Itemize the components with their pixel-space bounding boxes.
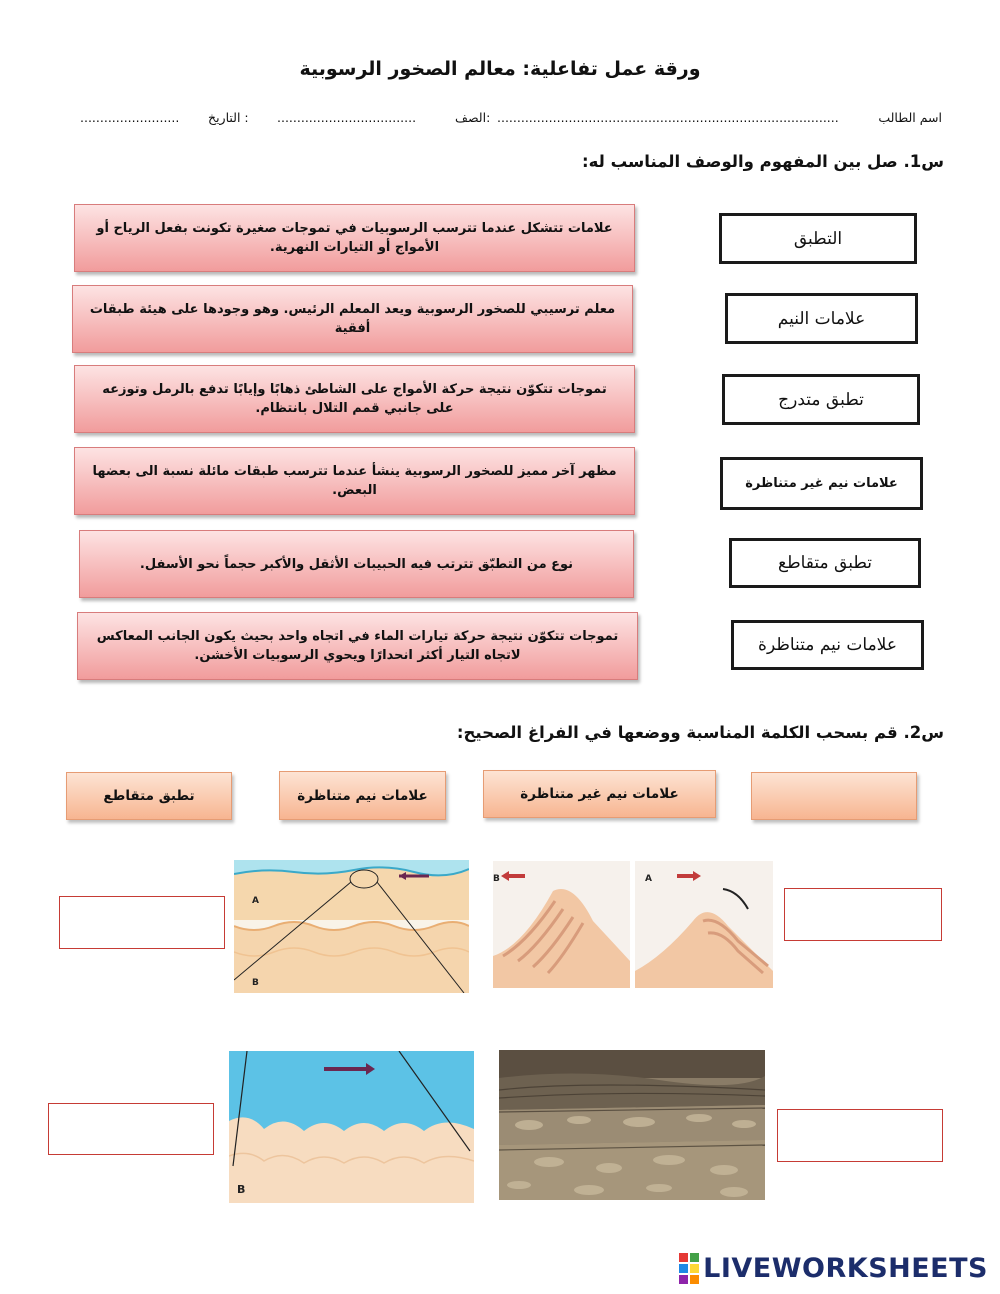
panel-label: B — [493, 874, 500, 884]
cross-bedding-photo — [499, 1050, 765, 1200]
panel-label: B — [237, 1183, 246, 1196]
description-card[interactable]: معلم ترسيبي للصخور الرسوبية ويعد المعلم الرئيس. وهو وجودها على هيئة طبقات أفقية — [72, 285, 633, 353]
class-field[interactable]: ................................... — [277, 110, 417, 125]
liveworksheets-logo — [679, 1253, 988, 1284]
draggable-word[interactable] — [751, 772, 917, 820]
term-box[interactable]: تطبق متقاطع — [729, 538, 921, 588]
page-title: ورقة عمل تفاعلية: معالم الصخور الرسوبية — [299, 58, 701, 80]
description-card[interactable]: تموجات تتكوّن نتيجة حركة تيارات الماء في اتجاه واحد بحيث يكون الجانب المعاكس لاتجاه التيار أكثر انحدارًا ويحوي الرسوبيات الأخشن. — [77, 612, 638, 680]
question-2-title: س2. قم بسحب الكلمة المناسبة ووضعها في الفراغ الصحيح: — [456, 723, 944, 742]
drop-zone[interactable] — [777, 1109, 943, 1162]
question-1-title: س1. صل بين المفهوم والوصف المناسب له: — [582, 152, 944, 171]
drop-zone[interactable] — [48, 1103, 214, 1155]
term-box[interactable]: علامات نيم متناظرة — [731, 620, 924, 670]
term-box[interactable]: التطبق — [719, 213, 917, 264]
panel-label: A — [252, 896, 259, 906]
draggable-word[interactable]: تطبق متقاطع — [66, 772, 232, 820]
description-card[interactable]: علامات تتشكل عندما تترسب الرسوبيات في تموجات صغيرة تكونت بفعل الرياح أو الأمواج أو التيارات النهرية. — [74, 204, 635, 272]
student-name-label: اسم الطالب — [878, 110, 942, 125]
panel-label: A — [645, 874, 652, 884]
panel-label: B — [252, 978, 259, 988]
student-name-field[interactable]: ...................................................................................... — [497, 110, 839, 125]
draggable-word[interactable]: علامات نيم متناظرة — [279, 771, 446, 820]
term-box[interactable]: تطبق متدرج — [722, 374, 920, 425]
date-label: التاريخ : — [208, 110, 249, 125]
description-card[interactable]: تموجات تتكوّن نتيجة حركة الأمواج على الشاطئ ذهابًا وإيابًا تدفع بالرمل وتوزعه على جانبي قمم التلال بانتظام. — [74, 365, 635, 433]
logo-grid-icon — [679, 1253, 699, 1284]
term-box[interactable]: علامات النيم — [725, 293, 918, 344]
description-card[interactable]: نوع من التطبّق تترتب فيه الحبيبات الأثقل والأكبر حجماً نحو الأسفل. — [79, 530, 634, 598]
draggable-word[interactable]: علامات نيم غير متناظرة — [483, 770, 716, 818]
current-ripple-diagram — [229, 1051, 474, 1203]
drop-zone[interactable] — [784, 888, 942, 941]
drop-zone[interactable] — [59, 896, 225, 949]
description-card[interactable]: مظهر آخر مميز للصخور الرسوبية ينشأ عندما تترسب طبقات مائلة نسبة الى بعضها البعض. — [74, 447, 635, 515]
class-label: الصف: — [455, 110, 491, 125]
brand-name: LIVEWORKSHEETS — [703, 1253, 988, 1284]
asymmetric-ripple-diagram — [493, 861, 773, 988]
symmetric-ripple-diagram — [234, 860, 469, 993]
term-box[interactable]: علامات نيم غير متناظرة — [720, 457, 923, 510]
date-field[interactable]: ......................... — [80, 110, 180, 125]
